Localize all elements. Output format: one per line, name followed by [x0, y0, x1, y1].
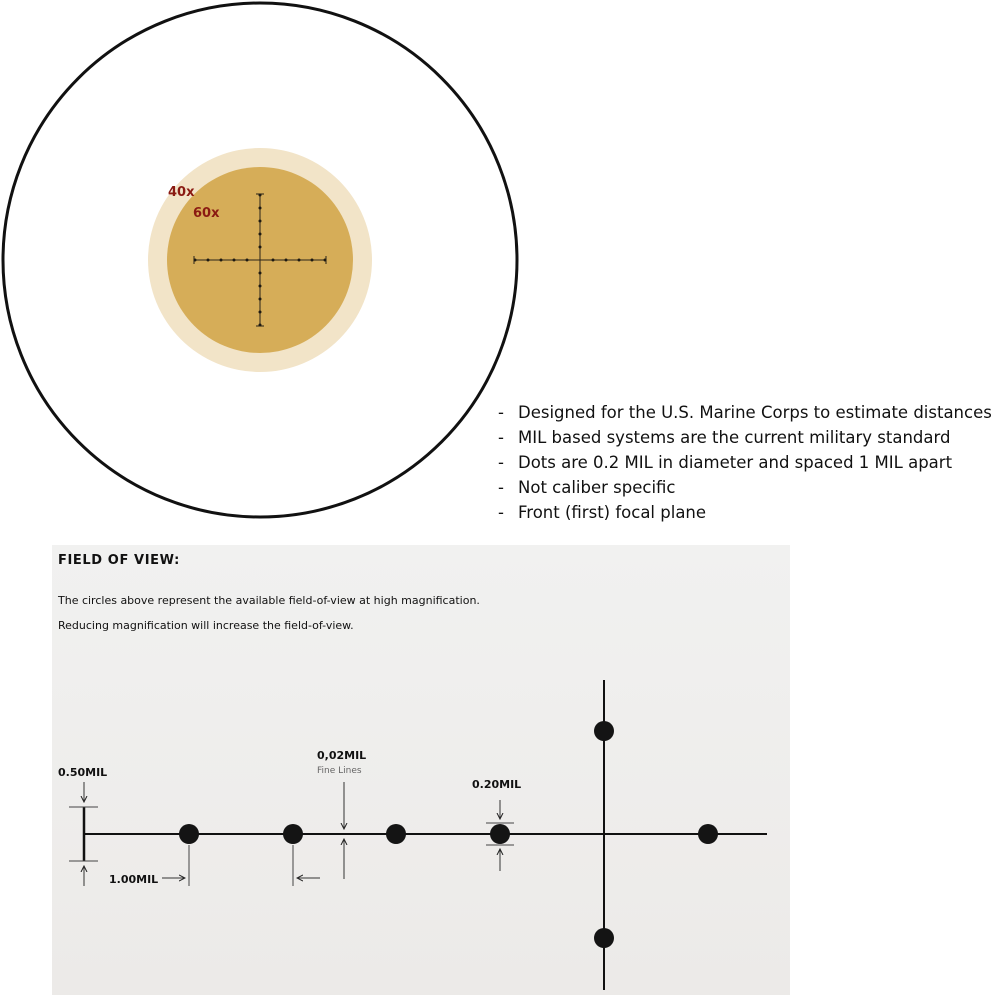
mini-reticle-dot [311, 259, 314, 262]
mini-reticle-dot [207, 259, 210, 262]
label-dot-spacing: 1.00MIL [109, 873, 159, 886]
feature-text: Not caliber specific [518, 478, 676, 497]
mini-reticle-dot [259, 220, 262, 223]
feature-item: - Designed for the U.S. Marine Corps to estimate distances [498, 403, 992, 422]
mini-reticle-dot [259, 207, 262, 210]
label-fine-lines-sub: Fine Lines [317, 766, 362, 776]
reticle-detail-diagram [52, 545, 790, 995]
feature-item: - Not caliber specific [498, 478, 676, 497]
mini-reticle-dot [259, 246, 262, 249]
label-fine-lines: 0,02MIL [317, 749, 367, 762]
mini-reticle-dot [259, 285, 262, 288]
mil-dot [594, 721, 614, 741]
mini-reticle-dot [259, 324, 262, 327]
fov-description-1: The circles above represent the available field-of-view at high magnification. [58, 594, 480, 607]
mil-dot [179, 824, 199, 844]
label-60x: 60x [193, 206, 220, 221]
mini-reticle-dot [285, 259, 288, 262]
label-post-height: 0.50MIL [58, 766, 108, 779]
mil-dot [698, 824, 718, 844]
mini-reticle-dot [220, 259, 223, 262]
mini-reticle-dot [259, 311, 262, 314]
field-of-view-panel [52, 545, 790, 995]
label-dot-diameter: 0.20MIL [472, 778, 522, 791]
mil-dot [386, 824, 406, 844]
feature-text: Dots are 0.2 MIL in diameter and spaced 1 MIL apart [518, 453, 953, 472]
mini-reticle-dot [272, 259, 275, 262]
feature-list [498, 400, 992, 525]
mil-dot [283, 824, 303, 844]
mini-reticle-dot [259, 233, 262, 236]
mil-dot [490, 824, 510, 844]
mini-reticle-dot [259, 194, 262, 197]
label-40x: 40x [168, 185, 195, 200]
fov-description-2: Reducing magnification will increase the field-of-view. [58, 619, 354, 632]
feature-item: - MIL based systems are the current military standard [498, 428, 951, 447]
mil-dot [594, 928, 614, 948]
mini-reticle-dot [324, 259, 327, 262]
feature-item: - Front (first) focal plane [498, 503, 707, 522]
mini-reticle-dot [259, 298, 262, 301]
mini-reticle-dot [246, 259, 249, 262]
mini-reticle-dot [233, 259, 236, 262]
fov-title: FIELD OF VIEW: [58, 553, 180, 568]
feature-item: - Dots are 0.2 MIL in diameter and spaced 1 MIL apart [498, 453, 953, 472]
feature-text: Designed for the U.S. Marine Corps to estimate distances [518, 403, 992, 422]
mini-reticle-dot [298, 259, 301, 262]
mini-reticle-dot [194, 259, 197, 262]
mini-reticle-dot [259, 272, 262, 275]
feature-text: Front (first) focal plane [518, 503, 707, 522]
scope-view [0, 0, 530, 530]
feature-text: MIL based systems are the current military standard [518, 428, 951, 447]
